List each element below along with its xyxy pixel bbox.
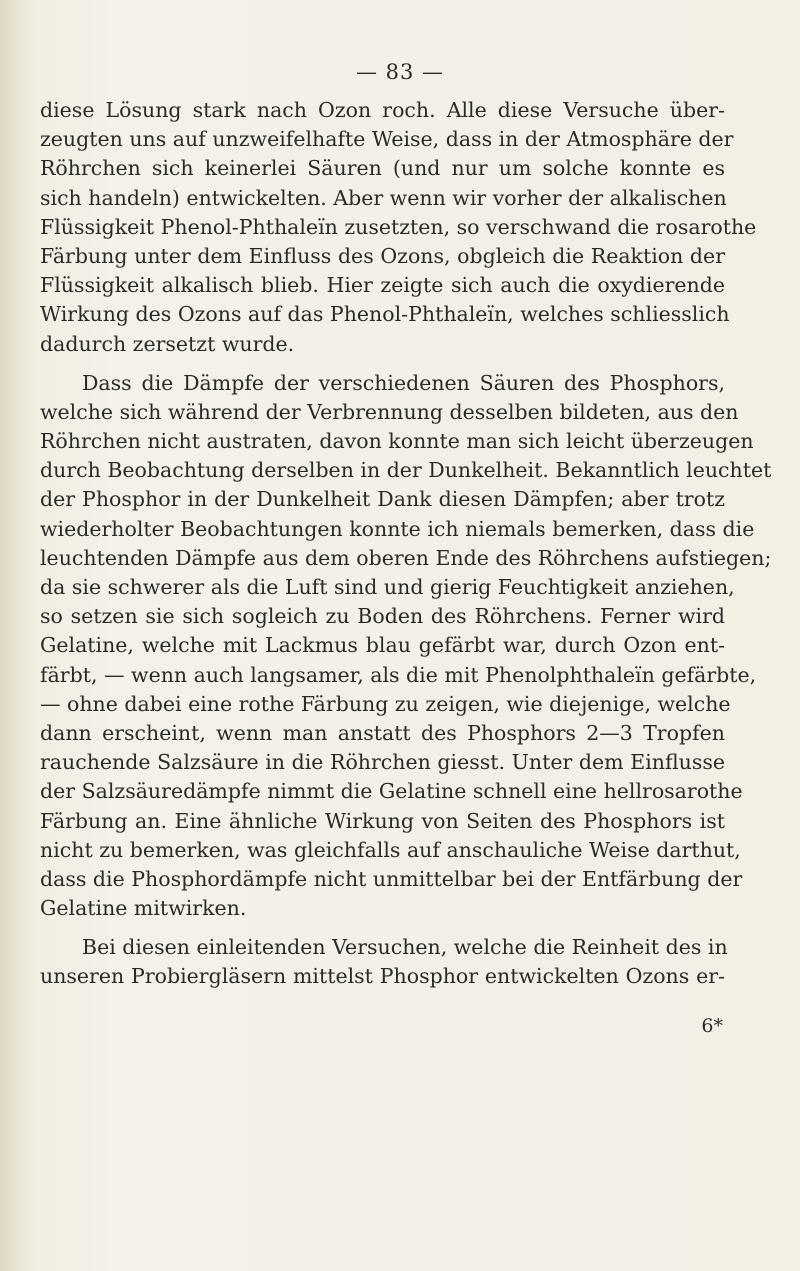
text-line: dass die Phosphordämpfe nicht unmittelbar bei der Entfärbung der [40, 866, 743, 891]
text-line: Wirkung des Ozons auf das Phenol-Phthaleïn, welches schliesslich [40, 302, 730, 327]
text-line: diese Lösung stark nach Ozon roch. Alle diese Versuche über- [40, 98, 725, 122]
page-body [40, 96, 772, 992]
text-line: Färbung unter dem Einfluss des Ozons, obgleich die Reaktion der [40, 243, 725, 268]
text-line: Gelatine mitwirken. [40, 896, 247, 921]
signature-mark: 6* [701, 1015, 723, 1037]
text-line: nicht zu bemerken, was gleichfalls auf anschauliche Weise darthut, [40, 837, 741, 862]
text-line: rauchende Salzsäure in die Röhrchen giesst. Unter dem Einflusse [40, 750, 725, 775]
page-gutter [0, 0, 26, 1271]
text-line: Gelatine, welche mit Lackmus blau gefärbt war, durch Ozon ent- [40, 633, 725, 658]
paragraph-2 [40, 369, 772, 924]
text-line: Bei diesen einleitenden Versuchen, welche die Reinheit des in [82, 935, 728, 960]
text-line: dadurch zersetzt wurde. [40, 331, 295, 356]
paragraph-spacer [40, 923, 725, 933]
text-line: der Phosphor in der Dunkelheit Dank diesen Dämpfen; aber trotz [40, 487, 725, 512]
text-line: Dass die Dämpfe der verschiedenen Säuren des Phosphors, [82, 370, 725, 395]
text-line: Röhrchen sich keinerlei Säuren (und nur um solche konnte es [40, 156, 725, 181]
text-line: leuchtenden Dämpfe aus dem oberen Ende des Röhrchens aufstiegen; [40, 545, 772, 570]
text-line: da sie schwerer als die Luft sind und gierig Feuchtigkeit anziehen, [40, 575, 735, 599]
paragraph-1 [40, 96, 757, 359]
text-line: Röhrchen nicht austraten, davon konnte man sich leicht überzeugen [40, 429, 754, 454]
paragraph-3 [40, 933, 728, 991]
text-line: Flüssigkeit alkalisch blieb. Hier zeigte sich auch die oxydierende [40, 273, 725, 298]
text-line: durch Beobachtung derselben in der Dunkelheit. Bekanntlich leuchtet [40, 458, 772, 483]
text-line: zeugten uns auf unzweifelhafte Weise, dass in der Atmosphäre der [40, 127, 734, 152]
text-line: Färbung an. Eine ähnliche Wirkung von Seiten des Phosphors ist [40, 808, 725, 833]
text-line: sich handeln) entwickelten. Aber wenn wir vorher der alkalischen [40, 185, 727, 210]
text-line: welche sich während der Verbrennung desselben bildeten, aus den [40, 399, 739, 424]
text-line: dann erscheint, wenn man anstatt des Phosphors 2—3 Tropfen [40, 720, 725, 745]
page-number-header: — 83 — [355, 60, 445, 84]
text-line: so setzen sie sich sogleich zu Boden des Röhrchens. Ferner wird [40, 604, 725, 629]
text-line: der Salzsäuredämpfe nimmt die Gelatine schnell eine hellrosarothe [40, 779, 743, 804]
text-line: unseren Probiergläsern mittelst Phosphor entwickelten Ozons er- [40, 964, 725, 989]
text-line: wiederholter Beobachtungen konnte ich niemals bemerken, dass die [40, 516, 755, 541]
paragraph-spacer [40, 359, 725, 369]
text-line: — ohne dabei eine rothe Färbung zu zeigen, wie diejenige, welche [40, 691, 731, 716]
text-line: Flüssigkeit Phenol-Phthaleïn zusetzten, so verschwand die rosarothe [40, 214, 757, 239]
text-line: färbt, — wenn auch langsamer, als die mit Phenolphthaleïn gefärbte, [40, 662, 757, 687]
